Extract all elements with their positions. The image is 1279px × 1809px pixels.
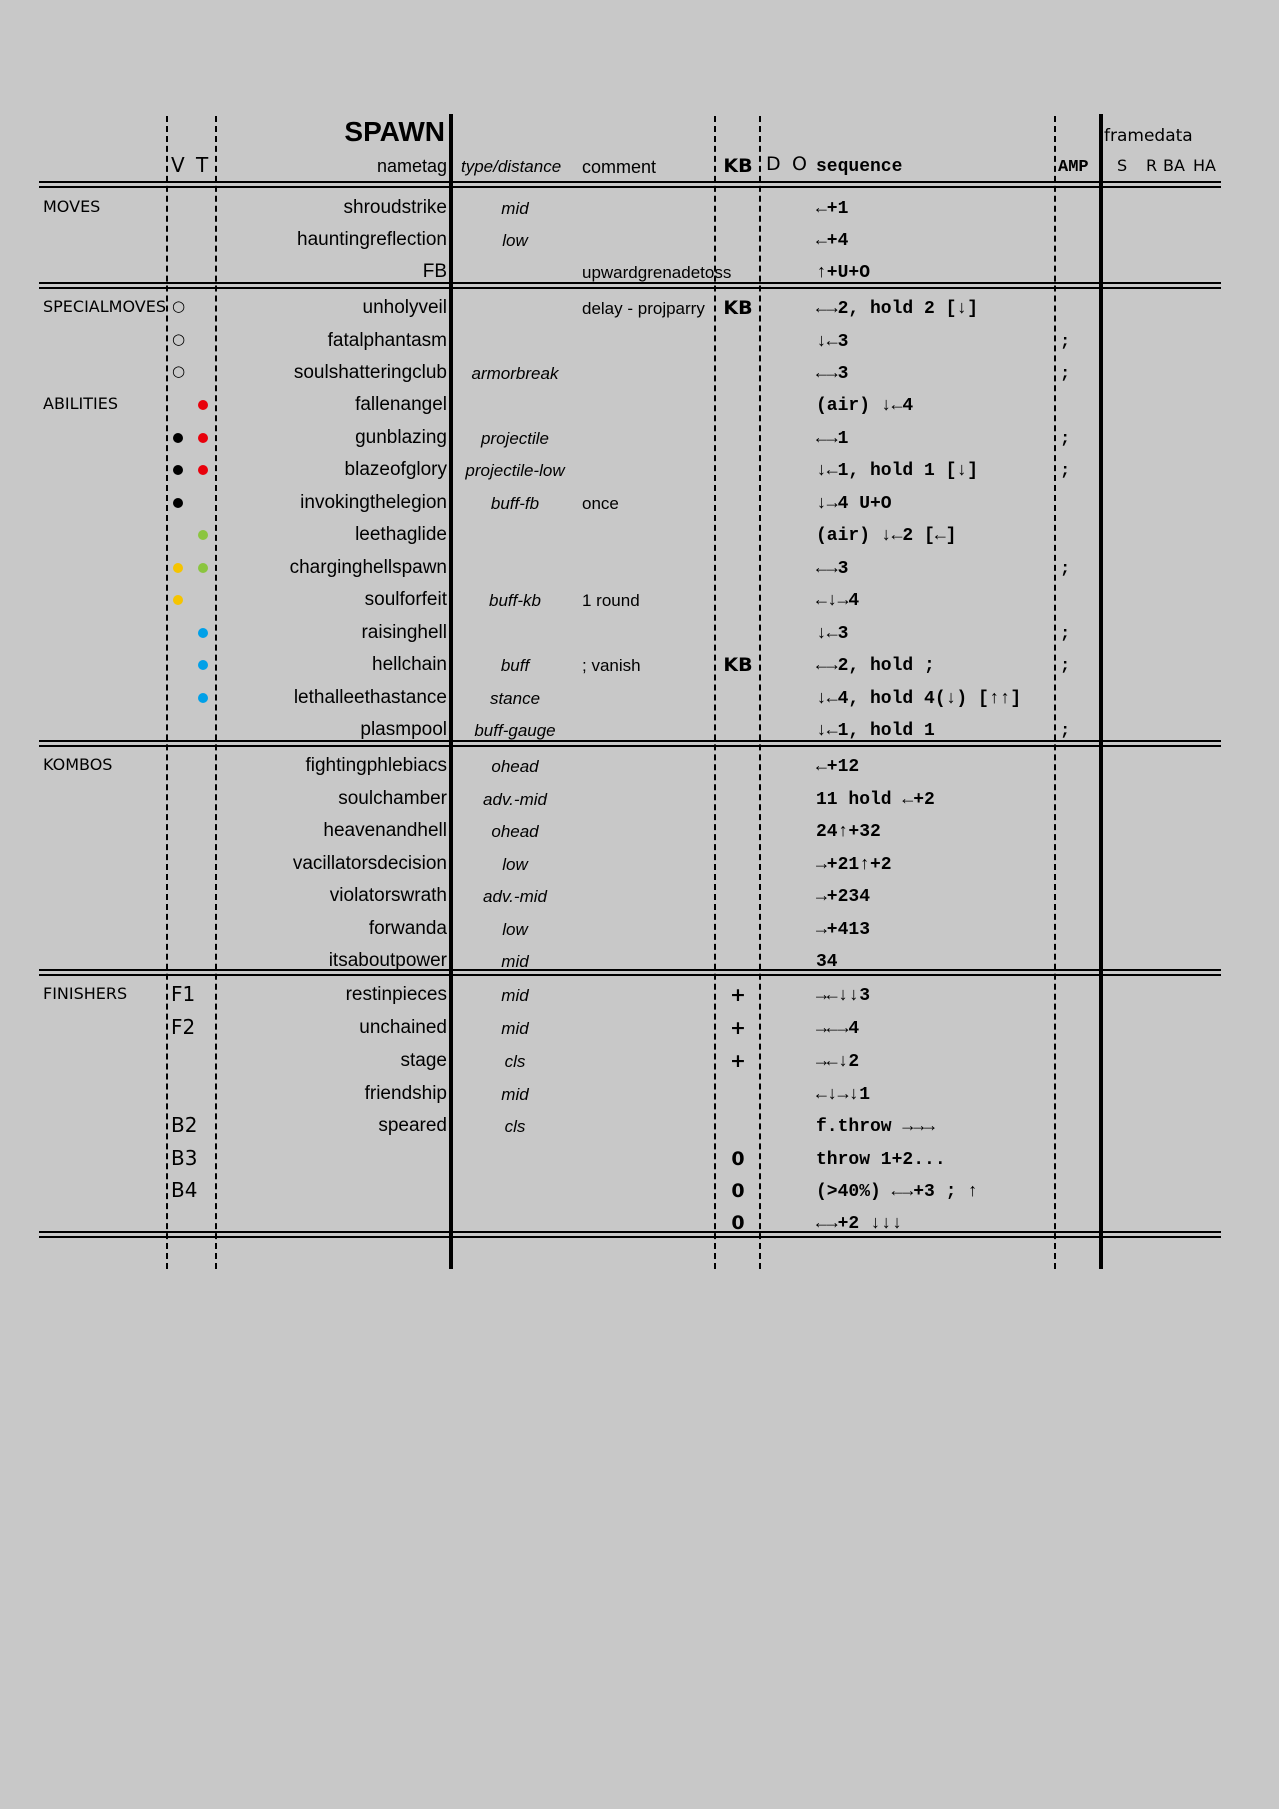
yellow-indicator-dot [173, 595, 183, 605]
v-ring-marker: ○ [172, 297, 186, 315]
col-header-comment: comment [582, 157, 657, 177]
nametag: heavenandhell [323, 820, 447, 841]
type-distance: ohead [491, 757, 539, 776]
blue-indicator-dot [198, 628, 208, 638]
amp-marker: ; [1060, 333, 1071, 352]
type-distance: cls [504, 1052, 526, 1071]
sequence: ←→2, hold 2 [↓] [816, 299, 979, 319]
page-title: SPAWN [344, 116, 445, 147]
type-distance: low [502, 920, 528, 939]
amp-marker: ; [1060, 430, 1071, 449]
framedata-col-ha: HA [1193, 156, 1216, 175]
section-label: MOVES [43, 197, 101, 216]
nametag: blazeofglory [344, 459, 447, 480]
nametag: unchained [359, 1017, 447, 1038]
amp-marker: ; [1060, 462, 1071, 481]
comment: 1 round [582, 591, 640, 610]
nametag: speared [378, 1115, 447, 1136]
section-label: KOMBOS [43, 755, 113, 774]
nametag: charginghellspawn [289, 557, 447, 578]
type-distance: buff-gauge [474, 721, 556, 740]
black-indicator-dot [173, 498, 183, 508]
sequence: ←+1 [816, 199, 849, 219]
nametag: shroudstrike [343, 197, 447, 218]
sequence: ←→2, hold ; [816, 656, 935, 676]
red-indicator-dot [198, 433, 208, 443]
nametag: lethalleethastance [293, 687, 447, 708]
section-label: SPECIALMOVES [43, 297, 166, 316]
nametag: restinpieces [345, 984, 447, 1005]
framedata-col-r: R [1146, 156, 1158, 175]
sequence: f.throw →→→ [816, 1117, 935, 1137]
col-header-kb: KB [723, 155, 753, 177]
type-distance: adv.-mid [483, 790, 547, 809]
nametag: fightingphlebiacs [305, 755, 447, 776]
col-header-sequence: sequence [816, 157, 903, 177]
type-distance: buff-kb [489, 591, 541, 610]
type-distance: buff-fb [490, 494, 540, 513]
kb-marker: 0 [731, 1180, 745, 1202]
sequence: (air) ↓←2 [←] [816, 526, 957, 546]
comment: ; vanish [582, 656, 641, 675]
sequence: →+21↑+2 [816, 855, 892, 875]
nametag: leethaglide [355, 524, 447, 545]
rule-specials [39, 740, 1221, 747]
nametag: violatorswrath [329, 885, 447, 906]
nametag: soulforfeit [364, 589, 447, 610]
framedata-col-ba: BA [1163, 156, 1185, 175]
nametag: friendship [364, 1083, 447, 1104]
nametag: raisinghell [361, 622, 447, 643]
framedata-label: framedata [1104, 126, 1193, 146]
sequence: ←↓→4 [816, 591, 860, 611]
sequence: ↓←1, hold 1 [816, 721, 935, 741]
nametag: plasmpool [360, 719, 447, 740]
kb-marker: KB [723, 297, 753, 319]
type-distance: projectile-low [465, 461, 565, 480]
section-label: FINISHERS [43, 984, 128, 1003]
nametag: fatalphantasm [327, 330, 447, 351]
col-header-amp: AMP [1058, 158, 1089, 177]
sequence: ↑+U+O [816, 263, 871, 283]
nametag: soulshatteringclub [293, 362, 447, 383]
v-label: B2 [171, 1113, 198, 1137]
black-indicator-dot [173, 433, 183, 443]
type-distance: mid [501, 1085, 529, 1104]
sequence: ↓←3 [816, 624, 849, 644]
col-header-v: V [171, 153, 185, 177]
sequence: →←↓↓3 [816, 986, 871, 1006]
nametag: invokingthelegion [300, 492, 447, 513]
v-label: B4 [171, 1178, 198, 1202]
type-distance: mid [501, 199, 529, 218]
type-distance: low [502, 855, 528, 874]
red-indicator-dot [198, 465, 208, 475]
col-header-o: O [792, 153, 807, 175]
sequence: ←→3 [816, 559, 849, 579]
kb-marker: 0 [731, 1212, 745, 1234]
amp-marker: ; [1060, 625, 1071, 644]
sequence: ↓←4, hold 4(↓) [↑↑] [816, 689, 1022, 709]
nametag: hauntingreflection [297, 229, 447, 250]
type-distance: mid [501, 952, 529, 971]
green-indicator-dot [198, 530, 208, 540]
v-label: F2 [171, 1015, 196, 1039]
nametag: FB [422, 261, 447, 282]
type-distance: buff [500, 656, 530, 675]
nametag: forwanda [368, 918, 447, 939]
sequence: ←→+2 ↓↓↓ [816, 1214, 903, 1234]
rule-header [39, 181, 1221, 188]
sequence: ←↓→↓1 [816, 1085, 871, 1105]
sequence: ←+12 [816, 757, 860, 777]
nametag: vacillatorsdecision [292, 853, 447, 874]
type-distance: cls [504, 1117, 526, 1136]
kb-marker: + [730, 984, 746, 1006]
black-indicator-dot [173, 465, 183, 475]
rule-kombos [39, 969, 1221, 976]
nametag: fallenangel [355, 394, 447, 415]
type-distance: mid [501, 986, 529, 1005]
sequence: ←→3 [816, 364, 849, 384]
v-ring-marker: ○ [172, 362, 186, 380]
nametag: itsaboutpower [328, 950, 447, 971]
nametag: hellchain [372, 654, 447, 675]
green-indicator-dot [198, 563, 208, 573]
sequence: 11 hold ←+2 [816, 790, 935, 810]
type-distance: stance [489, 689, 541, 708]
blue-indicator-dot [198, 660, 208, 670]
nametag: stage [400, 1050, 447, 1071]
type-distance: mid [501, 1019, 529, 1038]
kb-marker: + [730, 1017, 746, 1039]
type-distance: projectile [480, 429, 550, 448]
rule-moves [39, 282, 1221, 289]
v-label: F1 [171, 982, 196, 1006]
comment: delay - projparry [582, 299, 705, 318]
comment: upwardgrenadetoss [582, 263, 732, 282]
sequence: →←→4 [816, 1019, 860, 1039]
framedata-col-s: S [1117, 156, 1128, 175]
nametag: soulchamber [338, 788, 447, 809]
col-header-t: T [196, 153, 209, 177]
red-indicator-dot [198, 400, 208, 410]
blue-indicator-dot [198, 693, 208, 703]
nametag: unholyveil [362, 297, 447, 318]
nametag: gunblazing [355, 427, 447, 448]
type-distance: armorbreak [471, 364, 559, 383]
type-distance: low [502, 231, 528, 250]
sequence: →+413 [816, 920, 871, 940]
sequence: ←+4 [816, 231, 849, 251]
type-distance: adv.-mid [483, 887, 547, 906]
sequence: ↓←1, hold 1 [↓] [816, 461, 979, 481]
sequence: 34 [816, 952, 838, 972]
sequence: 24↑+32 [816, 822, 881, 842]
sequence: (air) ↓←4 [816, 396, 914, 416]
kb-marker: + [730, 1050, 746, 1072]
amp-marker: ; [1060, 560, 1071, 579]
sequence: throw 1+2... [816, 1150, 946, 1170]
section-label: ABILITIES [43, 394, 119, 413]
v-label: B3 [171, 1146, 198, 1170]
amp-marker: ; [1060, 365, 1071, 384]
col-header-nametag: nametag [376, 156, 447, 176]
comment: once [582, 494, 619, 513]
col-header-type: type/distance [461, 157, 562, 176]
rule-finishers [39, 1231, 1221, 1238]
type-distance: ohead [491, 822, 539, 841]
amp-marker: ; [1060, 657, 1071, 676]
sequence: (>40%) ←→+3 ; ↑ [816, 1182, 979, 1202]
sequence: ←→1 [816, 429, 849, 449]
sequence: →←↓2 [816, 1052, 860, 1072]
sequence: →+234 [816, 887, 871, 907]
sequence: ↓→4 U+O [816, 494, 892, 514]
amp-marker: ; [1060, 722, 1071, 741]
kb-marker: 0 [731, 1148, 745, 1170]
sequence: ↓←3 [816, 332, 849, 352]
kb-marker: KB [723, 654, 753, 676]
yellow-indicator-dot [173, 563, 183, 573]
v-ring-marker: ○ [172, 330, 186, 348]
col-header-d: D [766, 153, 781, 175]
